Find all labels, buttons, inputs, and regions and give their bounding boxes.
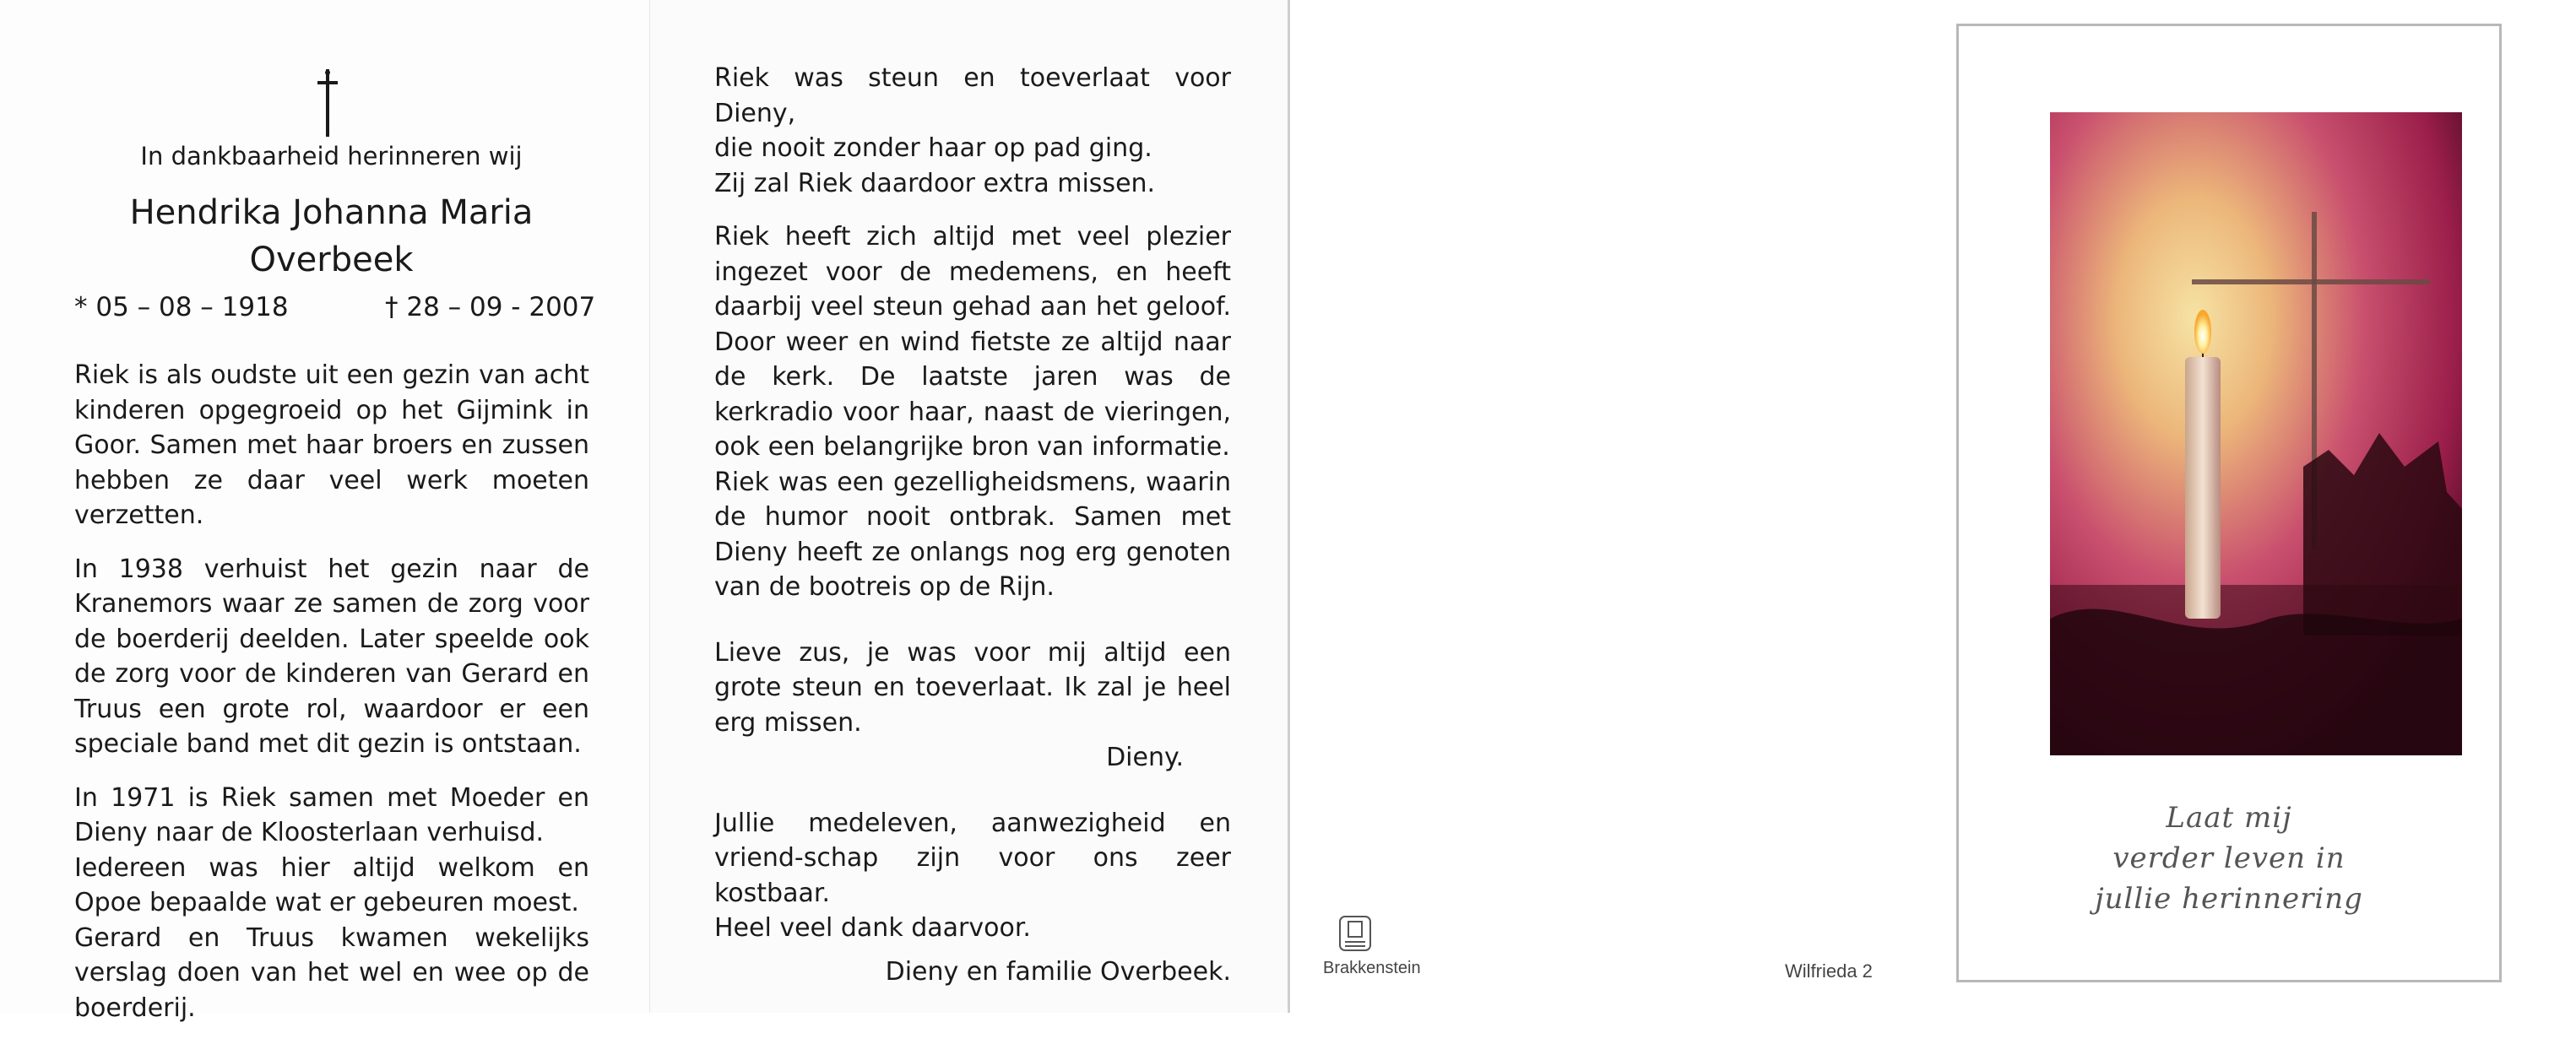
paragraph: Riek heeft zich altijd met veel plezier ingezet voor de medemens, en heeft daarbij veel steun gehad aan het geloof. Door weer en wind fietste ze altijd naar de kerk. De laatste jaren was de kerkradio voor haar, naast de vieringen, ook een belangrijke bron van informatie. Riek was een gezelligheidsmens, waarin de humor nooit ontbrak. Samen met Dieny heeft ze onlangs nog erg genoten van de bootreis op de Rijn. bbox=[714, 222, 1231, 602]
publisher-name: Brakkenstein bbox=[1323, 959, 1421, 977]
card-back-and-cover bbox=[1293, 0, 2576, 1013]
paragraph: Riek was steun en toeverlaat voor Dieny, die nooit zonder haar op pad ging. Zij zal Riek daardoor extra missen. bbox=[714, 63, 1231, 198]
death-date: † 28 – 09 - 2007 bbox=[385, 292, 596, 322]
paragraph: In 1938 verhuist het gezin naar de Kranemors waar ze samen de zorg voor de boerderij deelden. Later speelde ook de zorg voor de kinderen van Gerard en Truus een grote rol, waardoor er een speciale band met dit gezin is ontstaan. bbox=[74, 554, 589, 759]
card-page-left bbox=[0, 0, 650, 1023]
paragraph: Riek is als oudste uit een gezin van acht kinderen opgegroeid op het Gijmink in Goor. Samen met haar broers en zussen hebben ze daar veel werk moeten verzetten. bbox=[74, 360, 589, 530]
candle-cross-photo bbox=[2050, 112, 2462, 755]
cross-icon bbox=[314, 69, 341, 137]
signature-dieny: Dieny. bbox=[1106, 743, 1184, 772]
name-line-2: Overbeek bbox=[249, 241, 414, 279]
birth-date: * 05 – 08 – 1918 bbox=[74, 292, 289, 322]
paragraph: Lieve zus, je was voor mij altijd een grote steun en toeverlaat. Ik zal je heel erg missen. bbox=[714, 637, 1231, 738]
card-model: Wilfrieda 2 bbox=[1785, 960, 1873, 982]
signature-family: Dieny en familie Overbeek. bbox=[885, 956, 1231, 987]
name-line-1: Hendrika Johanna Maria bbox=[129, 193, 534, 232]
biography-column-2 bbox=[714, 61, 1231, 1008]
card-page-middle bbox=[650, 0, 1290, 1013]
closing-text: Jullie medeleven, aanwezigheid en vriend-schap zijn voor ons zeer kostbaar. Heel veel dank daarvoor. bbox=[714, 808, 1231, 943]
cover-card bbox=[1956, 24, 2502, 982]
verse-text: Laat mij verder leven in jullie herinnering bbox=[2095, 801, 2363, 916]
intro-text: In dankbaarheid herinneren wij bbox=[140, 142, 523, 170]
deceased-name bbox=[0, 189, 663, 284]
biography-column-1 bbox=[74, 358, 589, 1044]
publisher-logo-icon bbox=[1335, 911, 1375, 955]
paragraph: In 1971 is Riek samen met Moeder en Dieny naar de Kloosterlaan verhuisd. Iedereen was hier altijd welkom en Opoe bepaalde wat er gebeuren moest. Gerard en Truus kwamen wekelijks verslag doen van het wel en wee op de boerderij. bbox=[74, 782, 589, 1023]
